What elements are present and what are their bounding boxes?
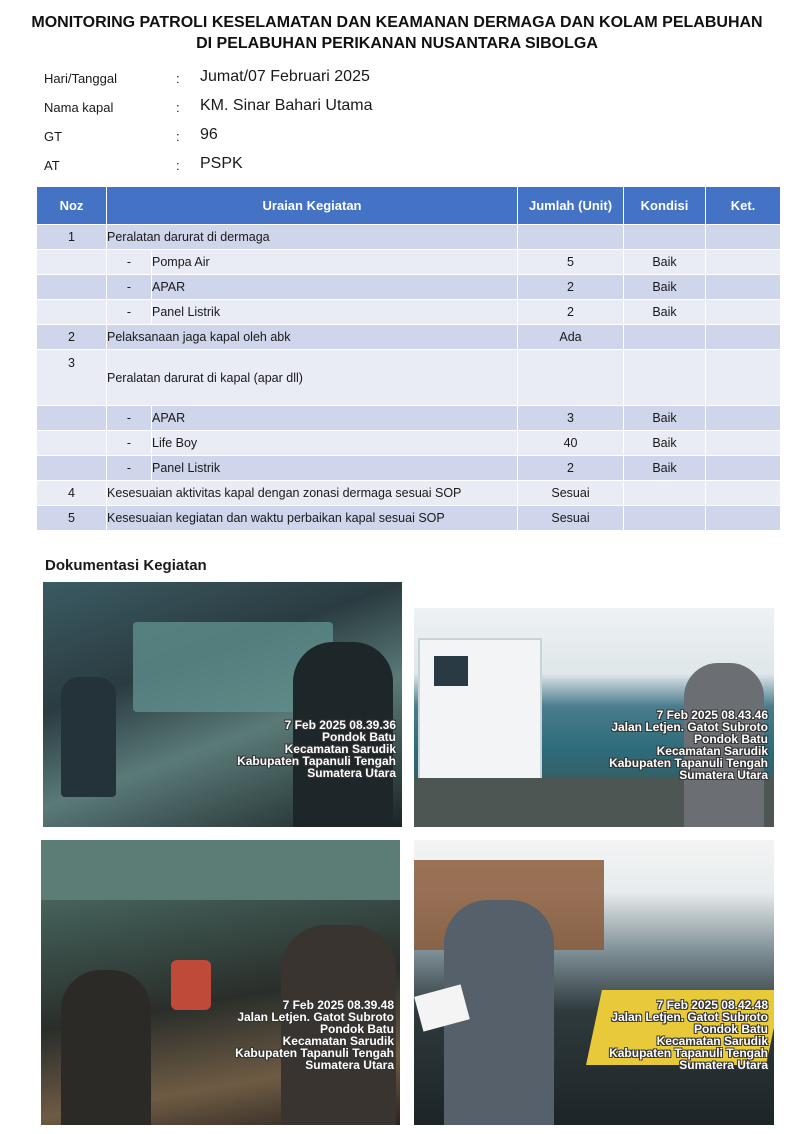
row-quantity: Sesuai — [518, 506, 624, 531]
stamp-line: Kecamatan Sarudik — [656, 1034, 768, 1048]
header-description: Uraian Kegiatan — [107, 187, 518, 225]
info-colon: : — [176, 129, 180, 144]
stamp-line: Kabupaten Tapanuli Tengah — [609, 1046, 768, 1060]
stamp-line: Kabupaten Tapanuli Tengah — [609, 756, 768, 770]
row-note — [706, 431, 781, 456]
stamp-line: 7 Feb 2025 08.43.46 — [656, 708, 768, 722]
info-block — [44, 64, 744, 180]
row-note — [706, 481, 781, 506]
table-row — [37, 481, 781, 506]
stamp-line: Jalan Letjen. Gatot Subroto — [611, 1010, 768, 1024]
row-item: Panel Listrik — [152, 456, 518, 481]
stamp-line: Jalan Letjen. Gatot Subroto — [611, 720, 768, 734]
stamp-line: Kabupaten Tapanuli Tengah — [237, 754, 396, 768]
row-condition — [624, 506, 706, 531]
stamp-line: 7 Feb 2025 08.42.48 — [656, 998, 768, 1012]
stamp-line: Sumatera Utara — [307, 766, 396, 780]
header-condition: Kondisi — [624, 187, 706, 225]
row-dash: - — [107, 250, 152, 275]
stamp-line: Sumatera Utara — [679, 1058, 768, 1072]
row-number — [37, 250, 107, 275]
photo-timestamp — [609, 999, 768, 1071]
photo-ship-hold — [41, 840, 400, 1125]
photo-timestamp — [609, 709, 768, 781]
row-dash: - — [107, 431, 152, 456]
row-number — [37, 406, 107, 431]
table-row — [37, 431, 781, 456]
photo-fuel-dispenser — [414, 608, 774, 827]
row-item: Life Boy — [152, 431, 518, 456]
photo-engine-room — [43, 582, 402, 827]
table-row — [37, 456, 781, 481]
row-condition: Baik — [624, 275, 706, 300]
info-colon: : — [176, 71, 180, 86]
row-quantity: 40 — [518, 431, 624, 456]
row-description: Pelaksanaan jaga kapal oleh abk — [107, 325, 518, 350]
row-note — [706, 250, 781, 275]
table-row — [37, 325, 781, 350]
photo-dock-inspection — [414, 840, 774, 1125]
ceiling-shape — [41, 840, 400, 900]
fire-extinguisher-shape — [171, 960, 211, 1010]
row-quantity — [518, 225, 624, 250]
row-item: Panel Listrik — [152, 300, 518, 325]
info-row-date — [44, 64, 744, 93]
row-condition: Baik — [624, 431, 706, 456]
info-row-gt — [44, 122, 744, 151]
stamp-line: Kabupaten Tapanuli Tengah — [235, 1046, 394, 1060]
info-label: GT — [44, 129, 63, 144]
person-silhouette — [61, 970, 151, 1125]
row-number: 2 — [37, 325, 107, 350]
row-condition — [624, 481, 706, 506]
photo-timestamp — [235, 999, 394, 1071]
header-quantity: Jumlah (Unit) — [518, 187, 624, 225]
info-colon: : — [176, 100, 180, 115]
stamp-line: Sumatera Utara — [679, 768, 768, 782]
table-row — [37, 275, 781, 300]
info-value: 96 — [200, 126, 218, 143]
info-label: AT — [44, 158, 60, 173]
row-quantity: 2 — [518, 300, 624, 325]
row-number — [37, 456, 107, 481]
stamp-line: Sumatera Utara — [305, 1058, 394, 1072]
title-line-1: MONITORING PATROLI KESELAMATAN DAN KEAMANAN DERMAGA DAN KOLAM PELABUHAN — [31, 14, 763, 31]
person-silhouette — [61, 677, 116, 797]
row-number: 1 — [37, 225, 107, 250]
row-number — [37, 300, 107, 325]
row-note — [706, 275, 781, 300]
info-label: Hari/Tanggal — [44, 71, 117, 86]
title-line-2: DI PELABUHAN PERIKANAN NUSANTARA SIBOLGA — [196, 35, 598, 52]
row-quantity — [518, 350, 624, 406]
row-number: 3 — [37, 350, 107, 406]
row-condition — [624, 325, 706, 350]
row-number: 4 — [37, 481, 107, 506]
table-header-row — [37, 187, 781, 225]
row-quantity: 5 — [518, 250, 624, 275]
stamp-line: Pondok Batu — [694, 1022, 768, 1036]
row-note — [706, 456, 781, 481]
table-row — [37, 350, 781, 406]
row-number — [37, 275, 107, 300]
stamp-line: Kecamatan Sarudik — [284, 742, 396, 756]
row-condition — [624, 350, 706, 406]
stamp-line: Pondok Batu — [320, 1022, 394, 1036]
row-quantity: 3 — [518, 406, 624, 431]
info-colon: : — [176, 158, 180, 173]
table-row — [37, 406, 781, 431]
table-row — [37, 506, 781, 531]
row-dash: - — [107, 456, 152, 481]
info-row-at — [44, 151, 744, 180]
row-dash: - — [107, 300, 152, 325]
row-note — [706, 350, 781, 406]
documentation-heading: Dokumentasi Kegiatan — [45, 557, 207, 574]
stamp-line: Kecamatan Sarudik — [282, 1034, 394, 1048]
row-note — [706, 225, 781, 250]
row-condition: Baik — [624, 456, 706, 481]
header-note: Ket. — [706, 187, 781, 225]
row-quantity: 2 — [518, 456, 624, 481]
row-item: Pompa Air — [152, 250, 518, 275]
row-dash: - — [107, 406, 152, 431]
row-condition — [624, 225, 706, 250]
row-number — [37, 431, 107, 456]
table-row — [37, 300, 781, 325]
row-quantity: Ada — [518, 325, 624, 350]
row-condition: Baik — [624, 406, 706, 431]
row-condition: Baik — [624, 250, 706, 275]
stamp-line: 7 Feb 2025 08.39.48 — [282, 998, 394, 1012]
stamp-line: Pondok Batu — [322, 730, 396, 744]
activity-table — [36, 186, 781, 531]
row-note — [706, 300, 781, 325]
stamp-line: Kecamatan Sarudik — [656, 744, 768, 758]
row-note — [706, 506, 781, 531]
info-row-ship-name — [44, 93, 744, 122]
stamp-line: 7 Feb 2025 08.39.36 — [284, 718, 396, 732]
info-value: KM. Sinar Bahari Utama — [200, 97, 373, 114]
row-condition: Baik — [624, 300, 706, 325]
table-row — [37, 250, 781, 275]
photo-timestamp — [237, 719, 396, 779]
row-dash: - — [107, 275, 152, 300]
row-number: 5 — [37, 506, 107, 531]
header-no: Noz — [37, 187, 107, 225]
row-description: Peralatan darurat di kapal (apar dll) — [107, 350, 518, 406]
row-description: Kesesuaian aktivitas kapal dengan zonasi dermaga sesuai SOP — [107, 481, 518, 506]
info-label: Nama kapal — [44, 100, 114, 115]
table-row — [37, 225, 781, 250]
stamp-line: Jalan Letjen. Gatot Subroto — [237, 1010, 394, 1024]
document-title — [20, 12, 774, 54]
row-item: APAR — [152, 275, 518, 300]
stamp-line: Pondok Batu — [694, 732, 768, 746]
row-item: APAR — [152, 406, 518, 431]
dispenser-display — [434, 656, 468, 686]
row-note — [706, 325, 781, 350]
row-quantity: Sesuai — [518, 481, 624, 506]
row-description: Kesesuaian kegiatan dan waktu perbaikan kapal sesuai SOP — [107, 506, 518, 531]
info-value: PSPK — [200, 155, 243, 172]
info-value: Jumat/07 Februari 2025 — [200, 68, 370, 85]
row-note — [706, 406, 781, 431]
row-description: Peralatan darurat di dermaga — [107, 225, 518, 250]
row-quantity: 2 — [518, 275, 624, 300]
